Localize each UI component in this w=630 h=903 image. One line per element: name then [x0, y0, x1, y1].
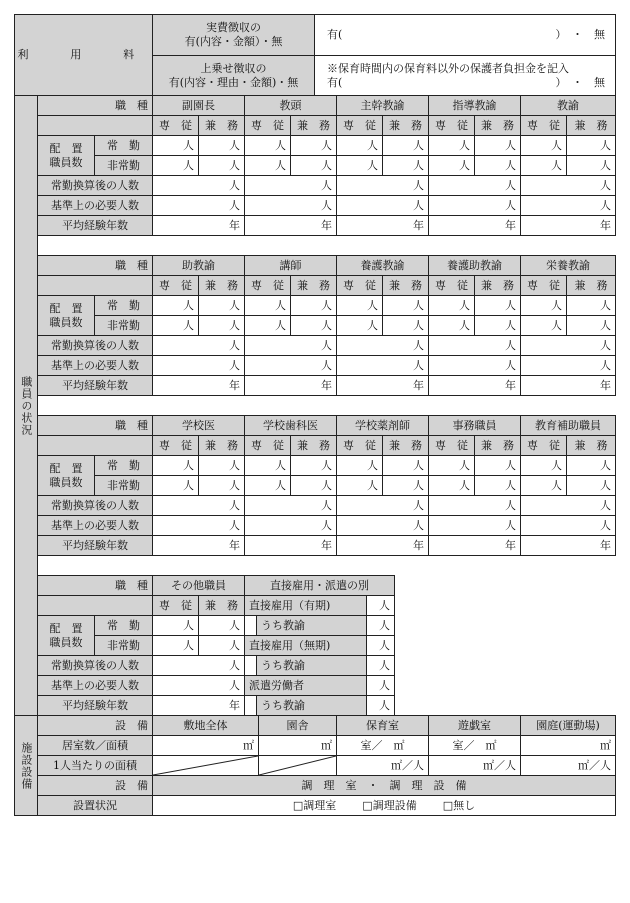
fulltime-header: 専 従 — [336, 115, 383, 136]
converted-value-cell[interactable]: 人 — [244, 495, 337, 516]
required-value-cell[interactable]: 人 — [244, 355, 337, 376]
converted-value-cell[interactable]: 人 — [336, 175, 429, 196]
placement-line1: 配 置 — [49, 141, 83, 155]
facility-column-1: 園舎 — [258, 715, 337, 736]
staff-count-cell[interactable]: 人 — [474, 315, 521, 336]
per-person-label: 1人当たりの面積 — [37, 755, 153, 776]
staff-count-cell[interactable]: 人 — [152, 155, 199, 176]
fulltime-header: 専 従 — [152, 115, 199, 136]
placement-label — [37, 455, 95, 496]
staff-count-cell[interactable]: 人 — [566, 135, 616, 156]
yard-area-cell[interactable]: ㎡ — [520, 735, 616, 756]
experience-value-cell[interactable]: 年 — [336, 375, 429, 396]
staff-count-cell[interactable]: 人 — [520, 295, 567, 316]
required-value-cell[interactable]: 人 — [520, 195, 616, 216]
required-label: 基準上の必要人数 — [37, 515, 153, 536]
staff-count-cell[interactable]: 人 — [152, 475, 199, 496]
required-value-cell[interactable]: 人 — [244, 195, 337, 216]
fulltime-header: 専 従 — [428, 115, 475, 136]
install-status-label: 設置状況 — [37, 795, 153, 816]
parttime-header: 兼 務 — [198, 275, 245, 296]
staff-count-cell[interactable]: 人 — [336, 135, 383, 156]
staff-count-cell[interactable]: 人 — [428, 455, 475, 476]
experience-value-cell[interactable]: 年 — [152, 535, 245, 556]
staff-subheader-blank — [37, 435, 153, 456]
staff-subheader-blank — [37, 115, 153, 136]
staff-count-cell[interactable]: 人 — [520, 135, 567, 156]
staff-title-1-4: 栄養教諭 — [520, 255, 616, 276]
placement-label — [37, 135, 95, 176]
placement-line2: 職員数 — [49, 315, 83, 329]
diagonal-line — [153, 756, 258, 775]
parttime-header: 兼 務 — [566, 275, 616, 296]
staff-count-cell[interactable]: 人 — [428, 315, 475, 336]
extra-fee-value-row — [327, 76, 605, 90]
experience-label: 平均経験年数 — [37, 215, 153, 236]
required-label: 基準上の必要人数 — [37, 675, 153, 696]
converted-value-cell[interactable]: 人 — [244, 175, 337, 196]
required-value-cell[interactable]: 人 — [428, 355, 521, 376]
experience-value-cell[interactable]: 年 — [244, 215, 337, 236]
parttime-header: 兼 務 — [198, 595, 245, 616]
required-value-cell[interactable]: 人 — [152, 195, 245, 216]
experience-value-cell[interactable]: 年 — [152, 215, 245, 236]
placement-line2: 職員数 — [49, 635, 83, 649]
parttime-header: 兼 務 — [382, 275, 429, 296]
experience-value-cell[interactable]: 年 — [428, 215, 521, 236]
required-value-cell[interactable]: 人 — [152, 675, 245, 696]
staff-count-cell[interactable]: 人 — [336, 475, 383, 496]
staff-title-1-2: 養護教諭 — [336, 255, 429, 276]
converted-value-cell[interactable]: 人 — [336, 335, 429, 356]
staff-count-cell[interactable]: 人 — [198, 315, 245, 336]
staff-count-cell[interactable]: 人 — [290, 475, 337, 496]
parttime-header: 兼 務 — [290, 435, 337, 456]
parttime-header: 兼 務 — [198, 435, 245, 456]
kitchen-options — [152, 795, 616, 816]
staff-count-cell[interactable]: 人 — [198, 135, 245, 156]
converted-label: 常勤換算後の人数 — [37, 335, 153, 356]
placement-line2: 職員数 — [49, 155, 83, 169]
placement-label — [37, 295, 95, 336]
required-label: 基準上の必要人数 — [37, 355, 153, 376]
converted-value-cell[interactable]: 人 — [520, 495, 616, 516]
facility-column-0: 敷地全体 — [152, 715, 259, 736]
parttime-header: 兼 務 — [290, 275, 337, 296]
kitchen-option-checkbox[interactable]: □調理設備 — [362, 798, 417, 812]
employment-count-cell[interactable]: 人 — [366, 695, 395, 716]
fulltime-header: 専 従 — [520, 435, 567, 456]
form-table — [14, 14, 615, 846]
employment-row-label: うち教諭 — [256, 695, 367, 716]
parttime-header: 兼 務 — [382, 115, 429, 136]
staff-title-2-4: 教育補助職員 — [520, 415, 616, 436]
regular-label: 常 勤 — [94, 135, 153, 156]
staff-section-text: 職員の状況 — [19, 375, 33, 436]
staff-count-cell[interactable]: 人 — [474, 475, 521, 496]
staff-count-cell[interactable]: 人 — [382, 135, 429, 156]
room-area-label: 居室数／面積 — [37, 735, 153, 756]
staff-count-cell[interactable]: 人 — [382, 295, 429, 316]
staff-title-2-1: 学校歯科医 — [244, 415, 337, 436]
indent-spacer — [244, 615, 257, 636]
staff-count-cell[interactable]: 人 — [152, 615, 199, 636]
staff-count-cell[interactable]: 人 — [290, 455, 337, 476]
staff-count-cell[interactable]: 人 — [198, 155, 245, 176]
nursery-per-person-cell[interactable]: ㎡／人 — [336, 755, 429, 776]
building-per-person-slash — [258, 755, 337, 776]
other-staff-title: その他職員 — [152, 575, 245, 596]
staff-title-0-4: 教諭 — [520, 95, 616, 116]
required-value-cell[interactable]: 人 — [336, 515, 429, 536]
employment-row-label: 直接雇用（有期) — [244, 595, 367, 616]
experience-label: 平均経験年数 — [37, 375, 153, 396]
experience-value-cell[interactable]: 年 — [336, 215, 429, 236]
actual-fee-label — [152, 14, 315, 56]
actual-fee-value-suffix: ） ・ 無 — [555, 28, 605, 42]
actual-fee-label-line2: 有(内容・金額）・無 — [184, 35, 283, 48]
building-area-cell[interactable]: ㎡ — [258, 735, 337, 756]
staff-title-0-0: 副園長 — [152, 95, 245, 116]
staff-title-2-0: 学校医 — [152, 415, 245, 436]
required-value-cell[interactable]: 人 — [520, 355, 616, 376]
staff-count-cell[interactable]: 人 — [152, 635, 199, 656]
converted-value-cell[interactable]: 人 — [428, 495, 521, 516]
regular-label: 常 勤 — [94, 455, 153, 476]
converted-value-cell[interactable]: 人 — [428, 175, 521, 196]
staff-count-cell[interactable]: 人 — [566, 315, 616, 336]
nursery-room-cell[interactable]: 室／ ㎡ — [336, 735, 429, 756]
staff-title-0-1: 教頭 — [244, 95, 337, 116]
staff-count-cell[interactable]: 人 — [382, 475, 429, 496]
experience-value-cell[interactable]: 年 — [336, 535, 429, 556]
parttime-header: 兼 務 — [382, 435, 429, 456]
staff-count-cell[interactable]: 人 — [198, 635, 245, 656]
staff-type-label: 職 種 — [37, 95, 153, 116]
parttime-header: 兼 務 — [474, 275, 521, 296]
employment-header: 直接雇用・派遣の別 — [244, 575, 395, 596]
actual-fee-value[interactable] — [314, 14, 616, 56]
employment-count-cell[interactable]: 人 — [366, 655, 395, 676]
parttime-header: 兼 務 — [474, 435, 521, 456]
indent-spacer — [244, 695, 257, 716]
fulltime-header: 専 従 — [428, 435, 475, 456]
site-area-cell[interactable]: ㎡ — [152, 735, 259, 756]
placement-line1: 配 置 — [49, 621, 83, 635]
converted-value-cell[interactable]: 人 — [520, 175, 616, 196]
fulltime-header: 専 従 — [244, 435, 291, 456]
required-value-cell[interactable]: 人 — [428, 195, 521, 216]
staff-count-cell[interactable]: 人 — [382, 455, 429, 476]
staff-count-cell[interactable]: 人 — [520, 315, 567, 336]
required-value-cell[interactable]: 人 — [520, 515, 616, 536]
actual-fee-value-prefix: 有( — [327, 28, 343, 42]
regular-label: 常 勤 — [94, 295, 153, 316]
staff-count-cell[interactable]: 人 — [520, 455, 567, 476]
extra-fee-value-prefix: 有( — [327, 75, 343, 89]
staff-title-1-3: 養護助教諭 — [428, 255, 521, 276]
staff-count-cell[interactable]: 人 — [428, 155, 475, 176]
fulltime-header: 専 従 — [428, 275, 475, 296]
staff-count-cell[interactable]: 人 — [382, 155, 429, 176]
staff-count-cell[interactable]: 人 — [152, 295, 199, 316]
staff-type-label: 職 種 — [37, 255, 153, 276]
converted-value-cell[interactable]: 人 — [244, 335, 337, 356]
staff-count-cell[interactable]: 人 — [290, 155, 337, 176]
staff-count-cell[interactable]: 人 — [244, 295, 291, 316]
staff-count-cell[interactable]: 人 — [152, 315, 199, 336]
parttime-header: 兼 務 — [566, 435, 616, 456]
employment-count-cell[interactable]: 人 — [366, 675, 395, 696]
facility-column-2: 保育室 — [336, 715, 429, 736]
parttime-header: 兼 務 — [290, 115, 337, 136]
converted-value-cell[interactable]: 人 — [520, 335, 616, 356]
fulltime-header: 専 従 — [152, 435, 199, 456]
required-value-cell[interactable]: 人 — [244, 515, 337, 536]
fulltime-header: 専 従 — [336, 275, 383, 296]
staff-count-cell[interactable]: 人 — [198, 615, 245, 636]
staff-count-cell[interactable]: 人 — [566, 475, 616, 496]
staff-subheader-blank — [37, 275, 153, 296]
staff-count-cell[interactable]: 人 — [382, 315, 429, 336]
yard-per-person-cell[interactable]: ㎡／人 — [520, 755, 616, 776]
fulltime-header: 専 従 — [336, 435, 383, 456]
employment-count-cell[interactable]: 人 — [366, 595, 395, 616]
experience-value-cell[interactable]: 年 — [520, 215, 616, 236]
staff-title-0-3: 指導教諭 — [428, 95, 521, 116]
staff-count-cell[interactable]: 人 — [152, 135, 199, 156]
staff-count-cell[interactable]: 人 — [290, 315, 337, 336]
converted-value-cell[interactable]: 人 — [152, 495, 245, 516]
kitchen-header: 調 理 室 ・ 調 理 設 備 — [152, 775, 616, 796]
staff-count-cell[interactable]: 人 — [198, 295, 245, 316]
employment-count-cell[interactable]: 人 — [366, 615, 395, 636]
experience-label: 平均経験年数 — [37, 695, 153, 716]
facility-equip-label-2: 設 備 — [37, 775, 153, 796]
required-value-cell[interactable]: 人 — [152, 355, 245, 376]
staff-count-cell[interactable]: 人 — [290, 135, 337, 156]
staff-count-cell[interactable]: 人 — [198, 475, 245, 496]
converted-value-cell[interactable]: 人 — [152, 335, 245, 356]
fulltime-header: 専 従 — [520, 115, 567, 136]
playroom-cell[interactable]: 室／ ㎡ — [428, 735, 521, 756]
experience-value-cell[interactable]: 年 — [520, 375, 616, 396]
parttime-header: 兼 務 — [566, 115, 616, 136]
staff-count-cell[interactable]: 人 — [474, 155, 521, 176]
fulltime-header: 専 従 — [244, 275, 291, 296]
required-value-cell[interactable]: 人 — [152, 515, 245, 536]
regular-label: 常 勤 — [94, 615, 153, 636]
staff-count-cell[interactable]: 人 — [474, 295, 521, 316]
staff-count-cell[interactable]: 人 — [566, 455, 616, 476]
staff-count-cell[interactable]: 人 — [474, 135, 521, 156]
site-per-person-slash — [152, 755, 259, 776]
employment-row-label: うち教諭 — [256, 655, 367, 676]
experience-value-cell[interactable]: 年 — [244, 535, 337, 556]
converted-label: 常勤換算後の人数 — [37, 495, 153, 516]
staff-title-2-2: 学校薬剤師 — [336, 415, 429, 436]
fulltime-header: 専 従 — [244, 115, 291, 136]
facility-section-text: 施設設備 — [19, 741, 33, 790]
experience-value-cell[interactable]: 年 — [152, 695, 245, 716]
staff-count-cell[interactable]: 人 — [428, 475, 475, 496]
staff-count-cell[interactable]: 人 — [244, 455, 291, 476]
employment-count-cell[interactable]: 人 — [366, 635, 395, 656]
employment-row-label: うち教諭 — [256, 615, 367, 636]
actual-fee-label-line1: 実費徴収の — [206, 21, 261, 35]
staff-count-cell[interactable]: 人 — [152, 455, 199, 476]
staff-count-cell[interactable]: 人 — [520, 155, 567, 176]
employment-row-label: 直接雇用（無期) — [244, 635, 367, 656]
placement-line2: 職員数 — [49, 475, 83, 489]
experience-value-cell[interactable]: 年 — [244, 375, 337, 396]
staff-count-cell[interactable]: 人 — [336, 315, 383, 336]
staff-type-label: 職 種 — [37, 575, 153, 596]
converted-value-cell[interactable]: 人 — [152, 655, 245, 676]
converted-label: 常勤換算後の人数 — [37, 175, 153, 196]
fees-label: 利 用 料 — [14, 14, 153, 96]
staff-title-2-3: 事務職員 — [428, 415, 521, 436]
experience-value-cell[interactable]: 年 — [428, 535, 521, 556]
extra-fee-note: ※保育時間内の保育料以外の保護者負担金を記入 — [327, 61, 569, 75]
staff-title-0-2: 主幹教諭 — [336, 95, 429, 116]
parttime-header: 兼 務 — [474, 115, 521, 136]
staff-count-cell[interactable]: 人 — [336, 455, 383, 476]
required-value-cell[interactable]: 人 — [428, 515, 521, 536]
staff-count-cell[interactable]: 人 — [428, 135, 475, 156]
nonregular-label: 非常勤 — [94, 635, 153, 656]
staff-count-cell[interactable]: 人 — [474, 455, 521, 476]
extra-fee-label-line2: 有(内容・理由・金額)・無 — [168, 75, 299, 89]
placement-line1: 配 置 — [49, 301, 83, 315]
extra-fee-label — [152, 55, 315, 96]
facility-column-3: 遊戯室 — [428, 715, 521, 736]
experience-value-cell[interactable]: 年 — [152, 375, 245, 396]
experience-value-cell[interactable]: 年 — [428, 375, 521, 396]
parttime-header: 兼 務 — [198, 115, 245, 136]
staff-type-label: 職 種 — [37, 415, 153, 436]
required-value-cell[interactable]: 人 — [336, 355, 429, 376]
experience-value-cell[interactable]: 年 — [520, 535, 616, 556]
staff-subheader-blank — [37, 595, 153, 616]
indent-spacer — [244, 655, 257, 676]
extra-fee-label-line1: 上乗せ徴収の — [200, 61, 267, 75]
employment-row-label: 派遣労働者 — [244, 675, 367, 696]
staff-count-cell[interactable]: 人 — [244, 315, 291, 336]
fulltime-header: 専 従 — [152, 595, 199, 616]
staff-count-cell[interactable]: 人 — [336, 295, 383, 316]
staff-count-cell[interactable]: 人 — [198, 455, 245, 476]
placement-line1: 配 置 — [49, 461, 83, 475]
placement-label — [37, 615, 95, 656]
converted-value-cell[interactable]: 人 — [336, 495, 429, 516]
required-value-cell[interactable]: 人 — [336, 195, 429, 216]
staff-count-cell[interactable]: 人 — [566, 155, 616, 176]
diagonal-line — [259, 756, 336, 775]
facility-equip-label: 設 備 — [37, 715, 153, 736]
converted-label: 常勤換算後の人数 — [37, 655, 153, 676]
staff-count-cell[interactable]: 人 — [520, 475, 567, 496]
converted-value-cell[interactable]: 人 — [152, 175, 245, 196]
staff-count-cell[interactable]: 人 — [290, 295, 337, 316]
extra-fee-value[interactable] — [314, 55, 616, 96]
experience-label: 平均経験年数 — [37, 535, 153, 556]
playroom-per-person-cell[interactable]: ㎡／人 — [428, 755, 521, 776]
staff-count-cell[interactable]: 人 — [244, 475, 291, 496]
fulltime-header: 専 従 — [520, 275, 567, 296]
converted-value-cell[interactable]: 人 — [428, 335, 521, 356]
staff-count-cell[interactable]: 人 — [566, 295, 616, 316]
facility-column-4: 園庭(運動場) — [520, 715, 616, 736]
staff-count-cell[interactable]: 人 — [428, 295, 475, 316]
facility-section-label — [14, 715, 38, 816]
fulltime-header: 専 従 — [152, 275, 199, 296]
staff-section-label — [14, 95, 38, 716]
staff-count-cell[interactable]: 人 — [244, 135, 291, 156]
kitchen-option-checkbox[interactable]: □無し — [442, 798, 476, 812]
extra-fee-value-suffix: ） ・ 無 — [555, 75, 605, 89]
staff-title-1-0: 助教諭 — [152, 255, 245, 276]
required-label: 基準上の必要人数 — [37, 195, 153, 216]
nonregular-label: 非常勤 — [94, 315, 153, 336]
kitchen-option-checkbox[interactable]: □調理室 — [292, 798, 337, 812]
staff-count-cell[interactable]: 人 — [244, 155, 291, 176]
nonregular-label: 非常勤 — [94, 475, 153, 496]
staff-title-1-1: 講師 — [244, 255, 337, 276]
nonregular-label: 非常勤 — [94, 155, 153, 176]
staff-count-cell[interactable]: 人 — [336, 155, 383, 176]
